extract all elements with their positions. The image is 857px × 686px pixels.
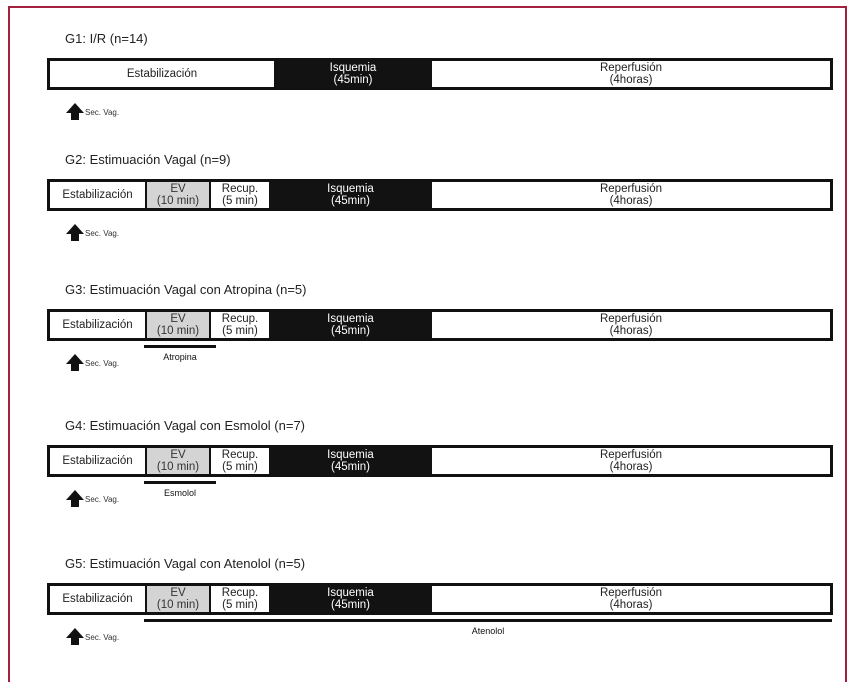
group-5 [0, 556, 857, 686]
phase-label: (10 min) [156, 599, 200, 611]
drug-bar [144, 481, 216, 484]
group-3 [0, 282, 857, 412]
phase-segment [211, 312, 269, 338]
phase-segment [147, 586, 211, 612]
phase-label: (45min) [333, 74, 373, 86]
phase-label: (5 min) [222, 325, 258, 337]
phase-segment [274, 61, 432, 87]
phase-label: Estabilización [62, 319, 133, 331]
phase-segment [432, 448, 830, 474]
phase-label: Estabilización [126, 68, 198, 80]
group-title: G5: Estimuación Vagal con Atenolol (n=5) [65, 556, 306, 571]
drug-label: Atropina [163, 352, 197, 362]
phase-label: Recup. [221, 449, 259, 461]
phase-label: (10 min) [156, 325, 200, 337]
timeline-bar [47, 309, 833, 341]
phase-segment [432, 586, 830, 612]
phase-label: EV [170, 449, 186, 461]
phase-label: Isquemia [327, 313, 374, 325]
phase-label: Isquemia [327, 183, 374, 195]
phase-label: (4horas) [609, 599, 653, 611]
phase-label: Reperfusión [599, 183, 662, 195]
phase-segment [50, 182, 147, 208]
timeline-bar [47, 179, 833, 211]
stimulus-marker-label: Sec. Vag. [85, 229, 120, 238]
group-title: G4: Estimuación Vagal con Esmolol (n=7) [65, 418, 306, 433]
arrow-up-icon [66, 628, 84, 645]
arrow-up-icon [66, 103, 84, 120]
phase-label: (4horas) [609, 461, 653, 473]
phase-segment [269, 182, 432, 208]
group-2 [0, 152, 857, 282]
phase-label: Reperfusión [599, 313, 662, 325]
phase-segment [50, 312, 147, 338]
group-4 [0, 418, 857, 548]
phase-label: (45min) [331, 195, 370, 207]
stimulus-marker-label: Sec. Vag. [85, 495, 120, 504]
phase-label: Recup. [221, 313, 259, 325]
phase-segment [50, 61, 274, 87]
phase-label: (5 min) [222, 195, 258, 207]
group-title: G3: Estimuación Vagal con Atropina (n=5) [65, 282, 307, 297]
phase-label: (5 min) [222, 461, 258, 473]
phase-segment [211, 586, 269, 612]
phase-segment [269, 448, 432, 474]
phase-segment [432, 182, 830, 208]
phase-label: Estabilización [62, 189, 133, 201]
phase-label: (4horas) [609, 74, 653, 86]
phase-label: (10 min) [156, 195, 200, 207]
arrow-up-icon [66, 224, 84, 241]
phase-segment [432, 61, 830, 87]
phase-label: (45min) [331, 325, 370, 337]
drug-label: Esmolol [163, 488, 196, 498]
phase-label: (45min) [331, 461, 370, 473]
phase-label: (4horas) [609, 195, 653, 207]
phase-label: Reperfusión [599, 62, 662, 74]
phase-label: (10 min) [156, 461, 200, 473]
phase-label: EV [170, 313, 186, 325]
phase-segment [147, 312, 211, 338]
phase-segment [147, 182, 211, 208]
stimulus-marker-label: Sec. Vag. [85, 633, 120, 642]
phase-label: Reperfusión [599, 449, 662, 461]
phase-label: Estabilización [62, 593, 133, 605]
phase-label: Isquemia [327, 449, 374, 461]
group-1 [0, 31, 857, 161]
phase-label: (5 min) [222, 599, 258, 611]
group-title: G1: I/R (n=14) [65, 31, 148, 46]
phase-label: Reperfusión [599, 587, 662, 599]
timeline-bar [47, 583, 833, 615]
phase-segment [211, 182, 269, 208]
stimulus-marker-label: Sec. Vag. [85, 359, 120, 368]
phase-label: (45min) [331, 599, 370, 611]
drug-bar [144, 619, 832, 622]
arrow-up-icon [66, 490, 84, 507]
phase-label: EV [170, 183, 186, 195]
phase-label: (4horas) [609, 325, 653, 337]
phase-segment [432, 312, 830, 338]
phase-segment [50, 586, 147, 612]
phase-segment [269, 312, 432, 338]
phase-segment [147, 448, 211, 474]
phase-segment [269, 586, 432, 612]
phase-label: Isquemia [327, 587, 374, 599]
phase-segment [50, 448, 147, 474]
phase-label: EV [170, 587, 186, 599]
group-title: G2: Estimuación Vagal (n=9) [65, 152, 231, 167]
phase-label: Recup. [221, 587, 259, 599]
phase-label: Estabilización [62, 455, 133, 467]
stimulus-marker-label: Sec. Vag. [85, 108, 120, 117]
timeline-bar [47, 445, 833, 477]
phase-label: Isquemia [329, 62, 377, 74]
arrow-up-icon [66, 354, 84, 371]
drug-label: Atenolol [471, 626, 505, 636]
timeline-bar [47, 58, 833, 90]
drug-bar [144, 345, 216, 348]
phase-segment [211, 448, 269, 474]
phase-label: Recup. [221, 183, 259, 195]
